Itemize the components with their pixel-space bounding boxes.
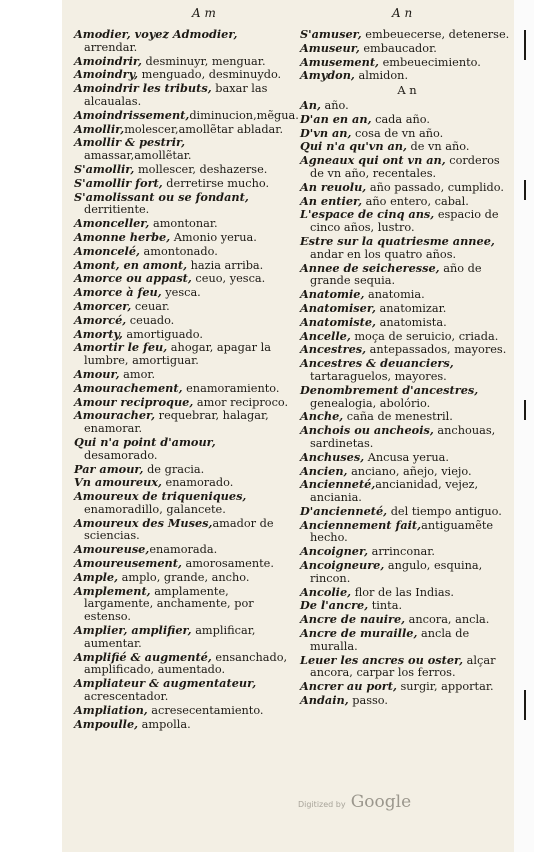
dictionary-entry [74,436,292,463]
dictionary-entry [300,586,514,600]
entry-translation: passo. [348,694,388,708]
entry-translation: ahogar, apagar la lumbre, amortiguar. [84,341,271,368]
dictionary-entry [74,409,292,436]
entry-translation: amor. [119,367,156,381]
dictionary-entry [74,231,292,245]
entry-translation: moça de seruicio, criada. [350,329,499,343]
entry-headword: D'ancienneté, [300,503,388,518]
dictionary-entry [74,82,292,109]
entry-headword: An entier, [300,193,363,208]
entry-headword: Ancolie, [300,584,352,599]
entry-translation: ancla de muralla. [310,627,470,653]
entry-translation: anatomia. [364,288,425,302]
dictionary-entry [300,465,514,479]
dictionary-entry [74,543,292,557]
entry-headword: L'espace de cinq ans, [300,207,435,222]
entry-translation: desminuyr, menguar. [141,54,266,68]
dictionary-entry [300,559,514,586]
entry-translation: acrescentador. [84,690,169,704]
entry-translation: ceuar. [131,299,170,313]
dictionary-entry [74,463,292,477]
entry-translation: año passado, cumplido. [366,180,504,194]
dictionary-entry [300,69,514,83]
right-column-wrap [300,28,514,708]
entry-headword: Amour, [74,366,120,381]
dictionary-entry [74,585,292,624]
entry-translation: tartaraguelos, mayores. [310,369,447,383]
entry-headword: Amuseur, [300,40,360,55]
entry-headword: Amorty, [74,326,123,341]
entry-translation: enamoradillo, galancete. [84,502,226,516]
entry-translation: enamoramiento. [182,381,280,395]
dictionary-entry [74,177,292,191]
dictionary-entry [300,127,514,141]
entry-headword: S'amollir, [74,161,135,176]
entry-translation: amorosamente. [181,557,274,571]
dictionary-entry [74,68,292,82]
dictionary-entry [74,624,292,651]
entry-headword: Ampliation, [74,702,148,717]
entry-translation: requebrar, halagar, enamorar. [84,409,269,436]
running-head-right: A n [392,6,413,20]
entry-translation: embeuecerse, detenerse. [361,28,510,41]
dictionary-entry [300,424,514,451]
watermark-prefix: Digitized by [298,800,346,809]
entry-headword: Amoindrir, [74,53,142,68]
dictionary-entry [300,316,514,330]
dictionary-entry [300,384,514,411]
entry-headword: Par amour, [74,461,144,476]
dictionary-entry [74,704,292,718]
entry-headword: Ampoulle, [74,716,139,731]
dictionary-entry [74,718,292,732]
entry-translation: andar en los quatro años. [310,247,457,261]
dictionary-entry [300,288,514,302]
dictionary-entry [300,235,514,262]
dictionary-page [62,0,534,852]
section-heading: A n [397,83,417,98]
dictionary-entry [300,56,514,70]
entry-headword: S'amollir fort, [74,175,163,190]
entry-headword: Ancoigner, [300,544,369,559]
entry-translation: año de grande sequia. [310,261,482,288]
dictionary-entry [300,195,514,209]
entry-headword: Ancestres & deuanciers, [300,356,454,371]
entry-headword: Amoindry, [74,67,139,82]
entry-translation: amassar,amollẽtar. [84,149,192,163]
dictionary-entry [300,140,514,154]
entry-translation: antepassados, mayores. [366,343,507,357]
entry-headword: Anche, [300,409,344,424]
dictionary-entry [74,651,292,678]
entry-translation: espacio de cinco años, lustro. [310,208,499,235]
dictionary-entry [300,654,514,681]
dictionary-entry [300,302,514,316]
dictionary-entry [74,382,292,396]
entry-headword: Denombrement d'ancestres, [300,382,479,397]
entry-translation: alçar ancora, carpar los ferros. [310,653,496,680]
dictionary-entry [300,599,514,613]
entry-translation: angulo, esquina, rincon. [310,559,483,585]
entry-headword: Ampliateur & augmentateur, [74,676,257,691]
dictionary-entry [74,123,292,137]
entry-translation: menguado, desminuydo. [138,68,282,82]
entry-headword: Amourachement, [74,380,183,395]
entry-translation: cada año. [371,112,430,126]
entry-headword: Amydon, [300,68,355,83]
entry-translation: anatomista. [376,315,447,329]
entry-headword: Amoureux des Muses, [74,515,213,530]
entry-translation: del tiempo antiguo. [387,504,502,518]
entry-headword: Anchois ou ancheois, [300,423,434,438]
entry-headword: Amoindrissement, [74,107,190,122]
dictionary-entry [300,627,514,654]
dictionary-entry [300,262,514,289]
entry-headword: Andain, [300,693,349,708]
entry-translation: genealogia, abolório. [310,396,431,410]
entry-translation: caña de menestril. [343,410,453,424]
entry-headword: Estre sur la quatriesme annee, [300,233,495,248]
entry-translation: arrendar. [84,40,138,54]
dictionary-entry [74,677,292,704]
entry-headword: Amonceller, [74,216,150,231]
entry-headword: Vn amoureux, [74,475,162,490]
dictionary-entry [74,557,292,571]
entry-headword: Amplifié & augmenté, [74,649,212,664]
dictionary-entry [300,505,514,519]
entry-translation: diminucion,mẽgua. [189,108,299,122]
entry-translation: ancianidad, vejez, anciania. [310,478,479,505]
entry-translation: amontonar. [149,217,218,231]
entry-headword: Ancelle, [300,328,351,343]
dictionary-entry [300,545,514,559]
dictionary-entry [74,28,292,55]
entry-headword: Amorcer, [74,298,132,313]
dictionary-entry [300,478,514,505]
entry-headword: Ample, [74,569,119,584]
entry-translation: acresecentamiento. [147,703,264,717]
entry-headword: Amorcé, [74,312,127,327]
entry-headword: Amoncelé, [74,243,140,258]
dictionary-entry [74,272,292,286]
entry-translation: molescer,amollẽtar abladar. [124,122,284,136]
entry-translation: año. [320,98,349,112]
dictionary-entry [74,163,292,177]
entry-headword: S'amuser, [300,27,362,41]
dictionary-entry [300,208,514,235]
dictionary-entry [74,571,292,585]
dictionary-entry [300,451,514,465]
entry-translation: Amonio yerua. [170,230,257,244]
entry-translation: ampolla. [138,717,191,731]
dictionary-entry [74,107,299,123]
right-column-top [300,28,514,83]
entry-translation: baxar las alcaualas. [84,82,268,108]
digitized-watermark [298,792,411,812]
dictionary-entry [74,368,292,382]
entry-headword: Amodier, voyez Admodier, [74,27,238,41]
dictionary-entry [74,490,292,517]
entry-headword: Ancre de nauire, [300,612,406,627]
entry-translation: enamorada. [149,543,218,557]
entry-translation: embeuecimiento. [379,55,481,69]
entry-headword: Amoureuse, [74,542,150,557]
entry-translation: anatomizar. [375,301,447,315]
dictionary-entry [74,341,292,368]
dictionary-entry [74,217,292,231]
entry-headword: Anchuses, [300,449,365,464]
entry-translation: antiguamẽte hecho. [310,518,494,545]
right-column [300,99,514,708]
entry-headword: Anciennement fait, [300,517,422,532]
entry-headword: Anatomiser, [300,300,376,315]
dictionary-entry [300,519,514,546]
entry-headword: Anatomiste, [300,314,376,329]
dictionary-entry [74,136,292,163]
dictionary-entry [74,286,292,300]
entry-translation: amortiguado. [122,327,203,341]
entry-headword: De l'ancre, [300,598,369,613]
dictionary-entry [300,357,514,384]
entry-headword: Ancienneté, [300,477,376,492]
dictionary-entry [74,55,292,69]
entry-translation: ceuado. [126,313,175,327]
dictionary-entry [74,517,292,544]
entry-headword: Agneaux qui ont vn an, [300,153,446,168]
dictionary-entry [300,113,514,127]
left-column [74,27,299,731]
entry-translation: desamorado. [84,448,158,462]
entry-headword: Qui n'a point d'amour, [74,434,216,449]
entry-headword: Amour reciproque, [74,394,194,409]
entry-translation: hazia arriba. [187,258,264,272]
entry-translation: almidon. [354,69,409,83]
entry-translation: amontonado. [139,244,218,258]
scan-edge [514,0,534,852]
entry-translation: arrinconar. [368,545,435,559]
entry-translation: embaucador. [359,41,437,55]
entry-headword: Amouracher, [74,408,156,423]
entry-headword: Leuer les ancres ou oster, [300,652,464,667]
dictionary-entry [300,343,514,357]
dictionary-entry [300,154,514,181]
entry-headword: An, [300,97,321,112]
dictionary-entry [300,680,514,694]
entry-translation: ensanchado, amplificado, aumentado. [84,650,288,677]
entry-translation: derretirse mucho. [162,176,270,190]
entry-translation: Ancusa yerua. [364,450,449,464]
entry-headword: Amplier, amplifier, [74,623,192,638]
dictionary-entry [74,396,292,410]
dictionary-entry [300,99,514,113]
dictionary-entry [74,245,292,259]
dictionary-entry [300,28,514,42]
entry-translation: de vn año. [406,140,470,154]
dictionary-entry [74,476,292,490]
dictionary-entry [74,328,292,342]
entry-headword: Ancre de muraille, [300,626,418,641]
entry-headword: Amoindrir les tributs, [74,81,212,96]
entry-headword: D'vn an, [300,125,352,140]
entry-headword: An reuolu, [300,179,367,194]
entry-headword: Anatomie, [300,287,365,302]
entry-translation: anchouas, sardinetas. [310,424,496,450]
entry-translation: año entero, cabal. [362,194,469,208]
entry-headword: Amollir & pestrir, [74,135,186,150]
entry-headword: Amorce à feu, [74,285,162,300]
dictionary-entry [74,314,292,328]
dictionary-entry [300,330,514,344]
entry-headword: D'an en an, [300,111,372,126]
entry-headword: Ancoigneure, [300,558,385,573]
entry-translation: flor de las Indias. [351,585,454,599]
running-head-left: A m [192,6,216,20]
entry-headword: Amont, en amont, [74,257,188,272]
entry-headword: Ancestres, [300,342,367,357]
entry-translation: cosa de vn año. [351,126,444,140]
entry-translation: amador de sciencias. [84,516,274,543]
dictionary-entry [300,410,514,424]
dictionary-entry [300,694,514,708]
entry-headword: Amoureusement, [74,556,182,571]
entry-translation: amor reciproco. [193,395,289,409]
dictionary-entry [74,191,292,218]
entry-translation: ceuo, yesca. [191,272,266,286]
entry-headword: Amonne herbe, [74,229,171,244]
entry-headword: Amorce ou appast, [74,271,192,286]
entry-translation: corderos de vn año, recentales. [310,154,500,180]
entry-translation: amplificar, aumentar. [84,624,256,650]
entry-translation: amplo, grande, ancho. [118,570,250,584]
entry-headword: Amoureux de triqueniques, [74,489,247,504]
entry-headword: Amusement, [300,54,379,69]
entry-headword: Ancrer au port, [300,679,397,694]
entry-translation: ancora, ancla. [405,613,490,627]
entry-translation: enamorado. [161,476,234,490]
entry-translation: anciano, añejo, viejo. [347,464,472,478]
dictionary-entry [300,613,514,627]
dictionary-entry [300,181,514,195]
entry-headword: Qui n'a qu'vn an, [300,139,407,154]
dictionary-entry [74,259,292,273]
entry-translation: tinta. [368,599,403,613]
entry-translation: mollescer, deshazerse. [134,162,268,176]
entry-headword: Amortir le feu, [74,340,168,355]
entry-translation: de gracia. [143,462,205,476]
entry-translation: surgir, apportar. [396,680,494,694]
entry-headword: Ancien, [300,463,348,478]
dictionary-entry [74,300,292,314]
dictionary-entry [300,42,514,56]
entry-headword: Annee de seicheresse, [300,260,440,275]
entry-translation: amplamente, largamente, anchamente, por estenso. [84,584,254,624]
entry-headword: Amollir, [74,121,125,136]
entry-translation: yesca. [161,286,201,300]
watermark-brand: Google [350,792,412,812]
entry-headword: S'amolissant ou se fondant, [74,189,249,204]
entry-translation: derritiente. [84,203,150,217]
entry-headword: Amplement, [74,583,151,598]
